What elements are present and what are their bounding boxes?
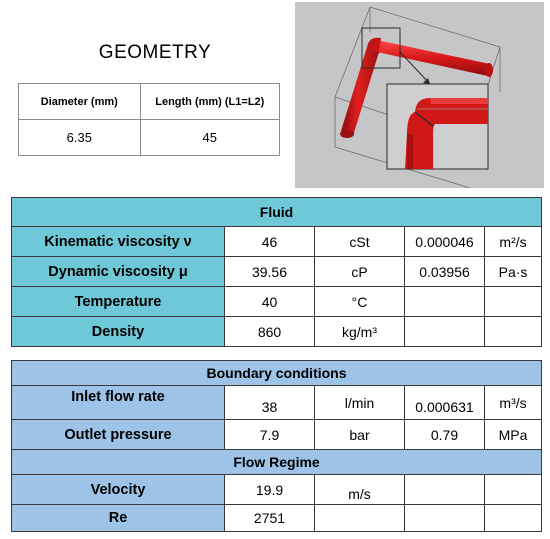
inlet-flow-rate-si-value: 0.000631	[415, 398, 474, 415]
dynamic-viscosity-label: Dynamic viscosity μ	[12, 257, 225, 287]
velocity-unit: m/s	[348, 485, 371, 502]
geometry-header-row	[19, 84, 280, 120]
dynamic-viscosity-unit: cP	[315, 257, 405, 287]
table-row	[12, 227, 542, 257]
boundary-conditions-table	[11, 360, 542, 532]
zoom-arrow-head	[423, 78, 430, 84]
fluid-table	[11, 197, 542, 347]
table-row	[12, 420, 542, 450]
inlet-flow-rate-label: Inlet flow rate	[71, 388, 165, 405]
outlet-pressure-si-unit: MPa	[485, 420, 542, 450]
fluid-title: Fluid	[12, 198, 542, 227]
velocity-value: 19.9	[225, 475, 315, 505]
inlet-flow-rate-value: 38	[261, 398, 278, 415]
kinematic-viscosity-si-unit: m²/s	[485, 227, 542, 257]
pipe-3d-image	[295, 2, 544, 188]
flow-regime-title: Flow Regime	[12, 450, 542, 475]
velocity-empty-cell-2	[485, 475, 542, 505]
density-si-value	[405, 317, 485, 347]
inlet-flow-rate-unit: l/min	[315, 386, 405, 420]
diameter-header: Diameter (mm)	[19, 84, 141, 120]
inlet-flow-rate-value-cell	[225, 386, 315, 420]
fluid-section-header	[12, 198, 542, 227]
length-value: 45	[140, 120, 279, 156]
table-row	[12, 475, 542, 505]
kinematic-viscosity-unit: cSt	[315, 227, 405, 257]
density-label: Density	[12, 317, 225, 347]
velocity-empty-cell	[405, 475, 485, 505]
inlet-flow-rate-si-value-cell	[405, 386, 485, 420]
pipe-outlet-end	[485, 63, 493, 77]
geometry-value-row	[19, 120, 280, 156]
temperature-si-value	[405, 287, 485, 317]
inlet-flow-rate-si-unit: m³/s	[485, 386, 542, 420]
length-header: Length (mm) (L1=L2)	[140, 84, 279, 120]
table-row	[12, 317, 542, 347]
inlet-flow-rate-label-cell	[12, 386, 225, 420]
table-row	[12, 505, 542, 532]
outlet-pressure-value: 7.9	[225, 420, 315, 450]
re-unit	[315, 505, 405, 532]
pipe-geometry-render	[295, 2, 544, 188]
temperature-unit: °C	[315, 287, 405, 317]
table-row	[12, 257, 542, 287]
velocity-label: Velocity	[12, 475, 225, 505]
table-row	[12, 386, 542, 420]
density-value: 860	[225, 317, 315, 347]
pipe-inlet-end	[340, 130, 354, 138]
kinematic-viscosity-label: Kinematic viscosity ν	[12, 227, 225, 257]
dynamic-viscosity-si-value: 0.03956	[405, 257, 485, 287]
density-si-unit	[485, 317, 542, 347]
dynamic-viscosity-si-unit: Pa·s	[485, 257, 542, 287]
outlet-pressure-label: Outlet pressure	[12, 420, 225, 450]
velocity-unit-cell	[315, 475, 405, 505]
re-empty-cell	[405, 505, 485, 532]
density-unit: kg/m³	[315, 317, 405, 347]
temperature-si-unit	[485, 287, 542, 317]
geometry-table	[18, 83, 280, 156]
zoom-inset	[387, 84, 488, 169]
outlet-pressure-si-value: 0.79	[405, 420, 485, 450]
temperature-label: Temperature	[12, 287, 225, 317]
boundary-section-header	[12, 361, 542, 386]
pipe-horizontal-leg	[377, 40, 490, 76]
kinematic-viscosity-value: 46	[225, 227, 315, 257]
outlet-pressure-unit: bar	[315, 420, 405, 450]
boundary-title: Boundary conditions	[12, 361, 542, 386]
geometry-title: GEOMETRY	[98, 42, 212, 63]
pipe-vertical-leg	[341, 47, 379, 136]
flow-regime-section-header	[12, 450, 542, 475]
re-value: 2751	[225, 505, 315, 532]
kinematic-viscosity-si-value: 0.000046	[405, 227, 485, 257]
re-label: Re	[12, 505, 225, 532]
table-row	[12, 287, 542, 317]
diameter-value: 6.35	[19, 120, 141, 156]
dynamic-viscosity-value: 39.56	[225, 257, 315, 287]
temperature-value: 40	[225, 287, 315, 317]
re-empty-cell-2	[485, 505, 542, 532]
